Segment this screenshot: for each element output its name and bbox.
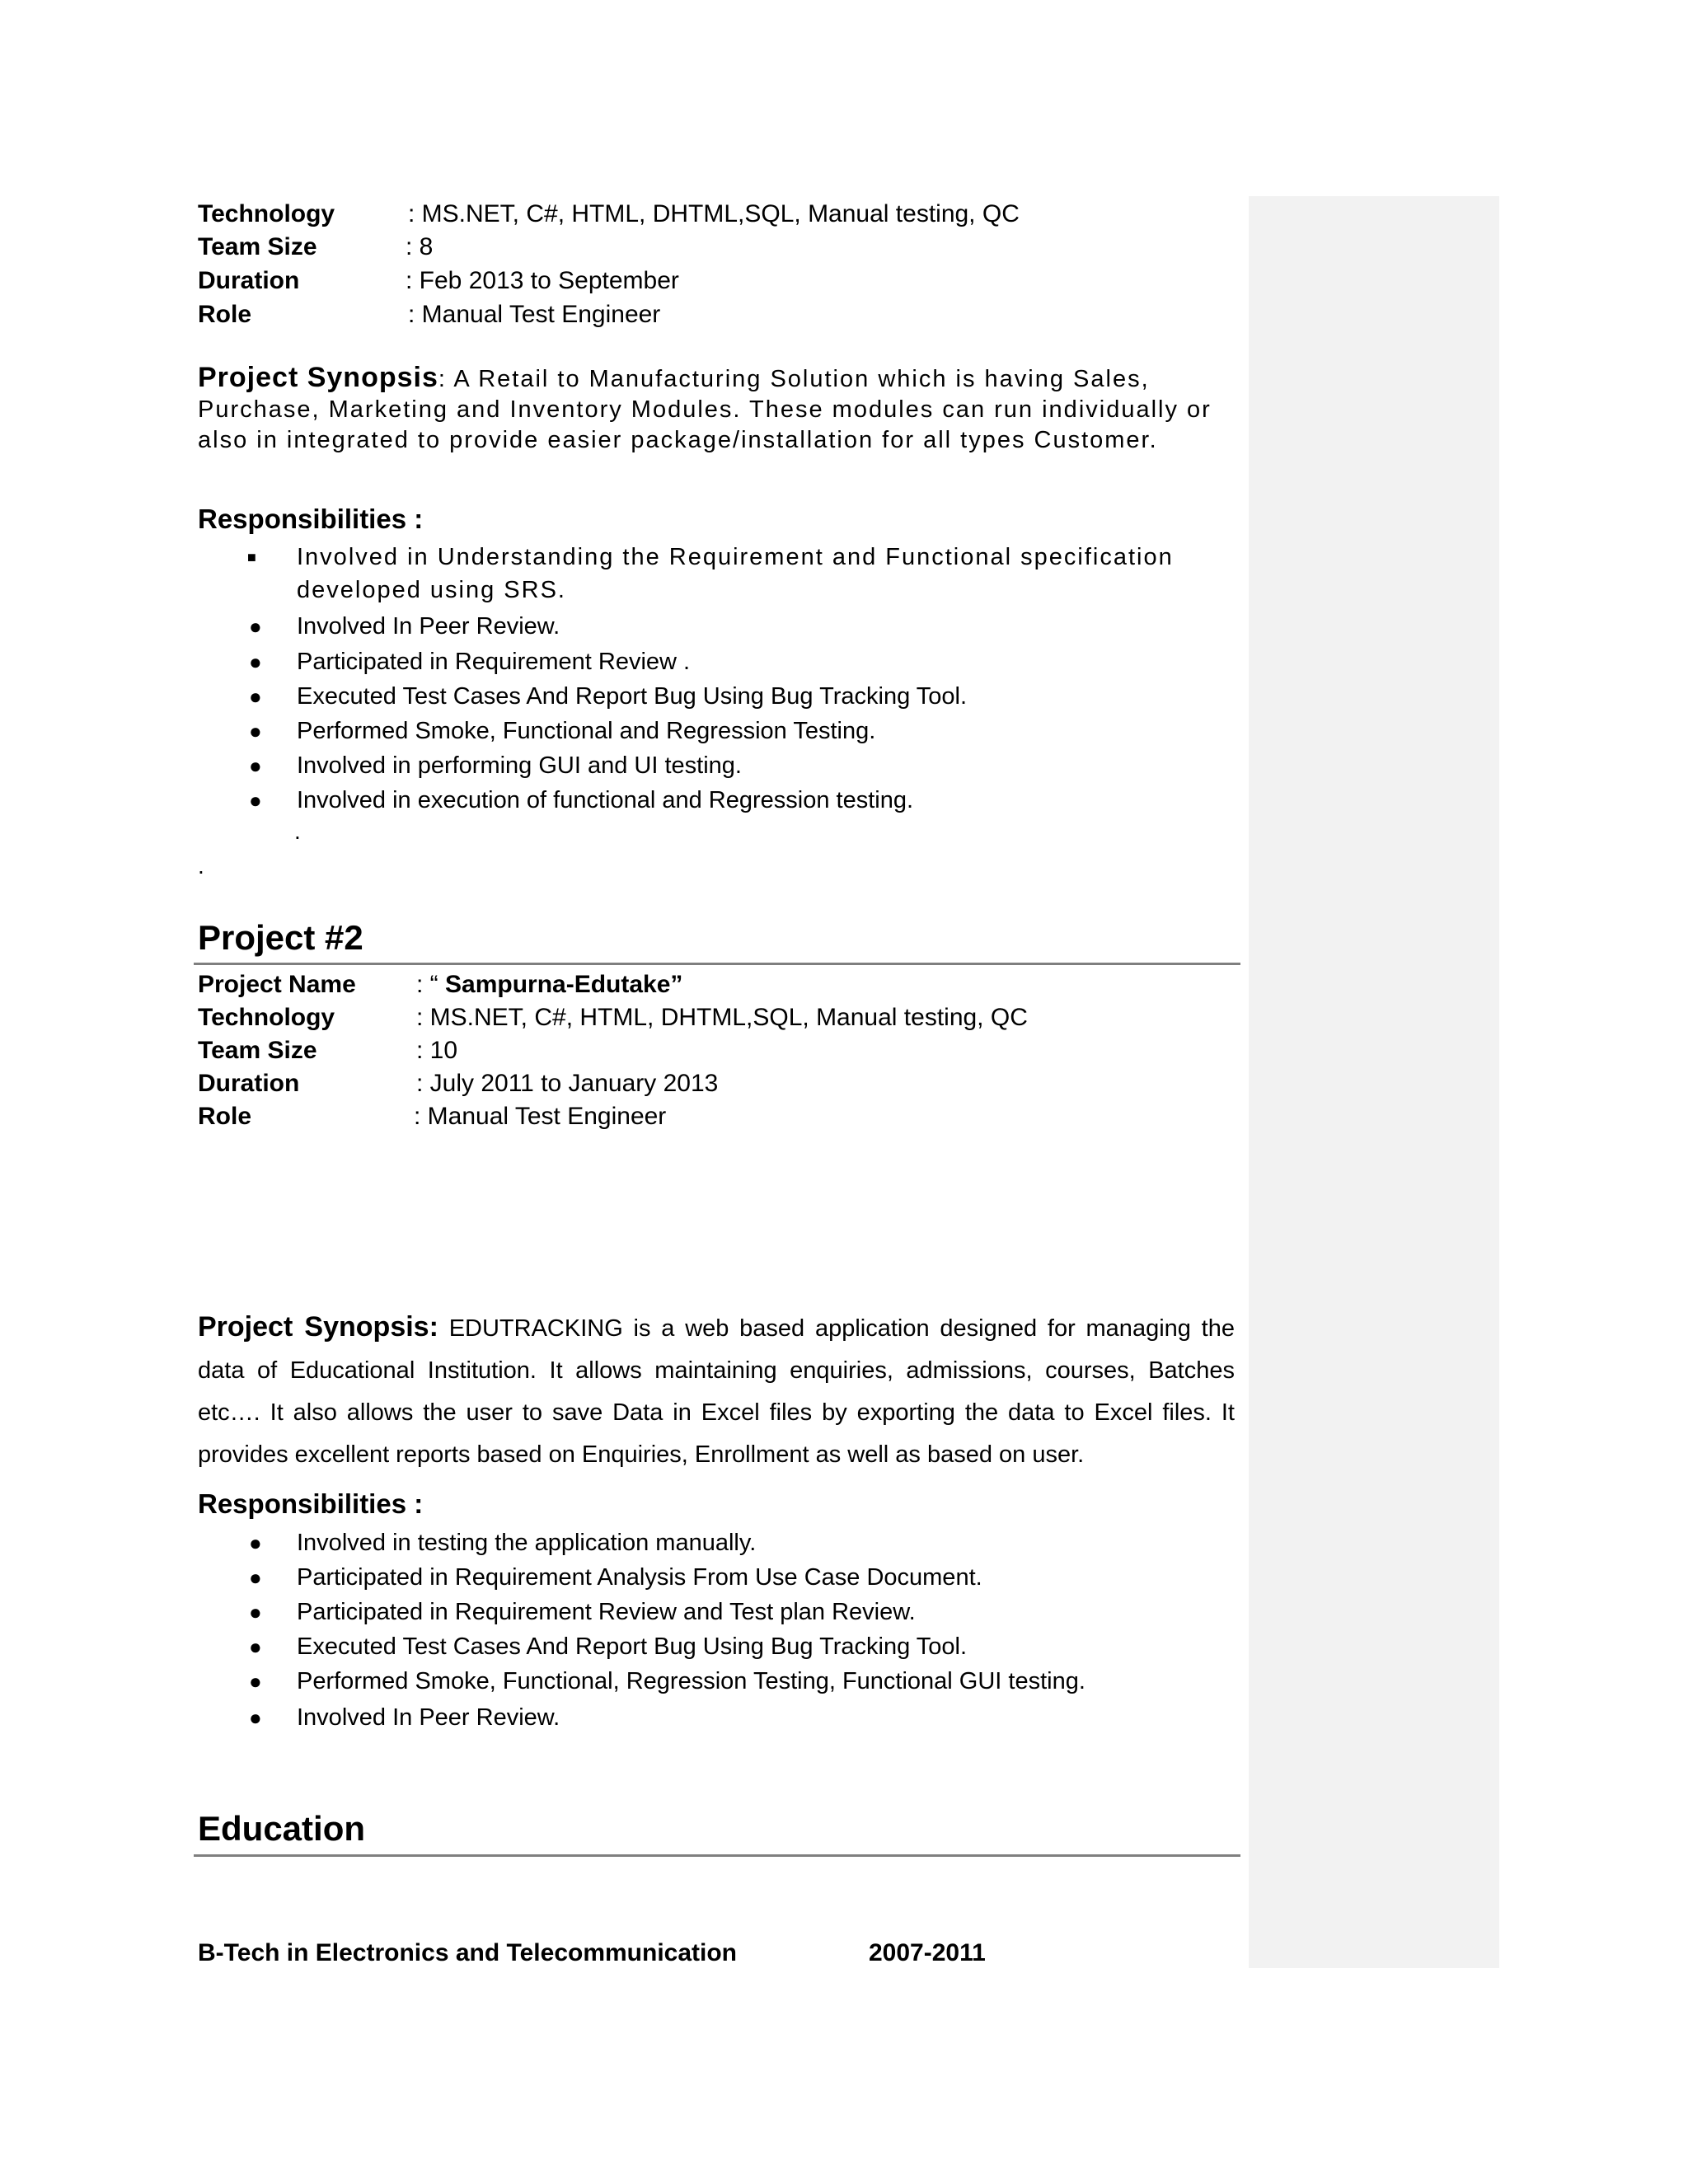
list-item: ● Involved in testing the application manually. xyxy=(198,1526,756,1559)
square-bullet-icon: ■ xyxy=(247,549,258,565)
p1-synopsis-text: : A Retail to Manufacturing Solution which is having Sales, Purchase, Marketing and Inventory Modules. These modules can run individually or also in integrated to provide easier package/installation for all types Customer. xyxy=(198,366,1212,453)
round-bullet-icon: ● xyxy=(249,719,262,743)
p2-synopsis-text: EDUTRACKING is a web based application designed for managing the data of Educational Institution. It allows maintaining enquiries, admissions, courses, Batches etc…. It also allows the user to save Data in Excel files by exporting the data to Excel files. It provides excellent reports based on Enquiries, Enrollment as well as based on user. xyxy=(198,1315,1235,1468)
p1-technology-value: : MS.NET, C#, HTML, DHTML,SQL, Manual testing, QC xyxy=(408,200,1020,227)
list-item: ● Executed Test Cases And Report Bug Using Bug Tracking Tool. xyxy=(198,1630,967,1663)
p2-duration-label: Duration xyxy=(198,1070,300,1097)
list-item: ■ Involved in Understanding the Requirement and Functional specification developed using SRS. xyxy=(198,541,1238,607)
round-bullet-icon: ● xyxy=(249,1669,262,1694)
p1-role-value: : Manual Test Engineer xyxy=(408,301,661,328)
p1-technology-label: Technology xyxy=(198,200,335,227)
p2-role-value: : Manual Test Engineer xyxy=(414,1103,667,1130)
section-divider xyxy=(194,1854,1240,1857)
section-divider xyxy=(194,963,1240,965)
p2-duration-value: : July 2011 to January 2013 xyxy=(416,1070,719,1097)
round-bullet-icon: ● xyxy=(249,1705,262,1730)
p2-role-label: Role xyxy=(198,1103,252,1130)
p2-technology-value: : MS.NET, C#, HTML, DHTML,SQL, Manual testing, QC xyxy=(416,1004,1028,1031)
p1-responsibilities-heading: Responsibilities : xyxy=(198,504,424,534)
p1-synopsis-lead: Project Synopsis xyxy=(198,362,438,393)
p2-synopsis-lead: Project Synopsis: xyxy=(198,1311,438,1343)
round-bullet-icon: ● xyxy=(249,788,262,813)
p1-team-size-label: Team Size xyxy=(198,233,317,260)
p1-synopsis xyxy=(198,363,1238,456)
p2-team-size-label: Team Size xyxy=(198,1037,317,1064)
stray-dot: . xyxy=(198,853,204,879)
p2-team-size-value: : 10 xyxy=(416,1037,458,1064)
p1-team-size-value: : 8 xyxy=(406,233,434,260)
round-bullet-icon: ● xyxy=(249,614,262,639)
education-heading: Education xyxy=(198,1809,366,1848)
p2-project-name-value: Sampurna-Edutake” xyxy=(445,971,683,998)
p2-synopsis xyxy=(198,1306,1235,1476)
round-bullet-icon: ● xyxy=(249,649,262,674)
p2-project-name-label: Project Name xyxy=(198,971,356,998)
list-item: ● Performed Smoke, Functional, Regression Testing, Functional GUI testing. xyxy=(198,1665,1085,1698)
round-bullet-icon: ● xyxy=(249,1530,262,1555)
stray-dot: . xyxy=(294,818,301,844)
list-item: ● Involved In Peer Review. xyxy=(198,1701,560,1734)
list-item: ● Executed Test Cases And Report Bug Using Bug Tracking Tool. xyxy=(198,680,967,713)
round-bullet-icon: ● xyxy=(249,1600,262,1624)
education-degree: B-Tech in Electronics and Telecommunication xyxy=(198,1939,738,1966)
p1-duration-value: : Feb 2013 to September xyxy=(406,267,679,294)
list-item: ● Involved In Peer Review. xyxy=(198,610,560,643)
education-years: 2007-2011 xyxy=(869,1939,986,1966)
p1-role-label: Role xyxy=(198,301,252,328)
round-bullet-icon: ● xyxy=(249,1565,262,1590)
round-bullet-icon: ● xyxy=(249,684,262,709)
round-bullet-icon: ● xyxy=(249,753,262,778)
list-item: ● Involved in execution of functional and Regression testing. xyxy=(198,784,913,817)
list-item: ● Participated in Requirement Analysis From Use Case Document. xyxy=(198,1561,982,1594)
list-item: ● Participated in Requirement Review . xyxy=(198,645,690,678)
p2-responsibilities-heading: Responsibilities : xyxy=(198,1488,424,1519)
round-bullet-icon: ● xyxy=(249,1634,262,1659)
p2-technology-label: Technology xyxy=(198,1004,335,1031)
p1-duration-label: Duration xyxy=(198,267,300,294)
list-item: ● Participated in Requirement Review and Test plan Review. xyxy=(198,1596,916,1629)
p2-project-name-prefix: : “ xyxy=(416,971,445,998)
list-item: ● Performed Smoke, Functional and Regression Testing. xyxy=(198,715,875,748)
list-item: ● Involved in performing GUI and UI testing. xyxy=(198,749,742,782)
comment-margin-panel xyxy=(1249,196,1499,1968)
project-2-heading: Project #2 xyxy=(198,918,363,957)
